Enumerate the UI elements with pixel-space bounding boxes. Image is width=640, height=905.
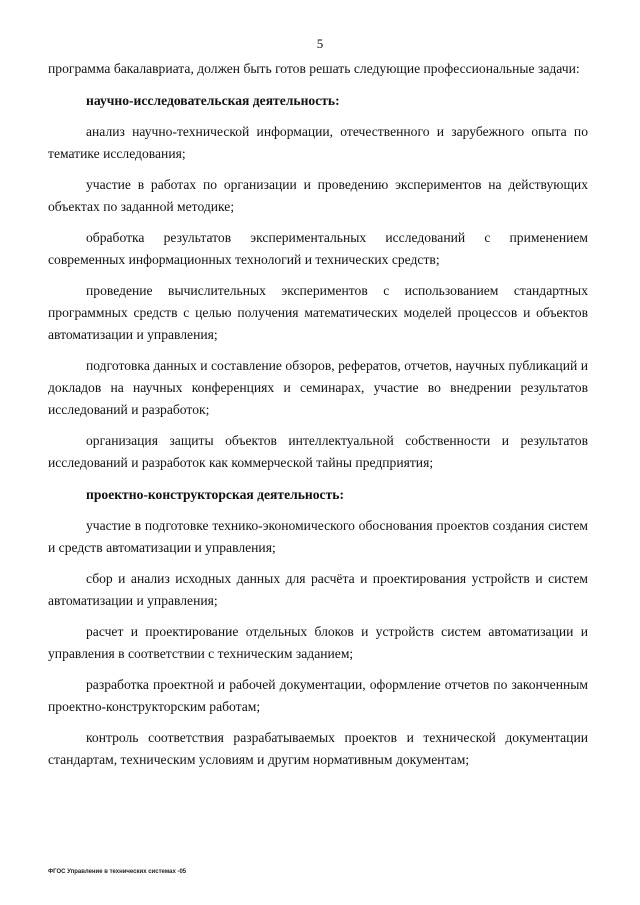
design-item: расчет и проектирование отдельных блоков и устройств систем автоматизации и управления в соответствии с техническим заданием; (48, 624, 588, 661)
design-item: разработка проектной и рабочей документации, оформление отчетов по законченным проектно-конструкторским работам; (48, 677, 588, 714)
research-item: проведение вычислительных экспериментов с использованием стандартных программных средств с целью получения математических моделей процессов и объектов автоматизации и управления; (48, 283, 588, 342)
research-item: организация защиты объектов интеллектуальной собственности и результатов исследований и разработок как коммерческой тайны предприятия; (48, 433, 588, 470)
design-item: участие в подготовке технико-экономического обоснования проектов создания систем и средств автоматизации и управления; (48, 518, 588, 555)
page-number: 5 (316, 36, 324, 51)
design-item: контроль соответствия разрабатываемых проектов и технической документации стандартам, техническим условиям и другим нормативным документам; (48, 730, 588, 767)
research-item: участие в работах по организации и проведению экспериментов на действующих объектах по заданной методике; (48, 177, 588, 214)
document-body (48, 58, 588, 771)
section-heading-research: научно-исследовательская деятельность: (86, 93, 340, 108)
footer-note: ФГОС Управление в технических системах -05 (48, 869, 187, 875)
intro-paragraph: программа бакалавриата, должен быть готов решать следующие профессиональные задачи: (48, 61, 580, 76)
section-heading-design: проектно-конструкторская деятельность: (86, 487, 344, 502)
research-item: подготовка данных и составление обзоров, рефератов, отчетов, научных публикаций и докладов на научных конференциях и семинарах, участие во внедрении результатов исследований и разработок; (48, 358, 588, 417)
research-item: обработка результатов экспериментальных исследований с применением современных информационных технологий и технических средств; (48, 230, 588, 267)
design-item: сбор и анализ исходных данных для расчёта и проектирования устройств и систем автоматизации и управления; (48, 571, 588, 608)
research-item: анализ научно-технической информации, отечественного и зарубежного опыта по тематике исследования; (48, 124, 588, 161)
